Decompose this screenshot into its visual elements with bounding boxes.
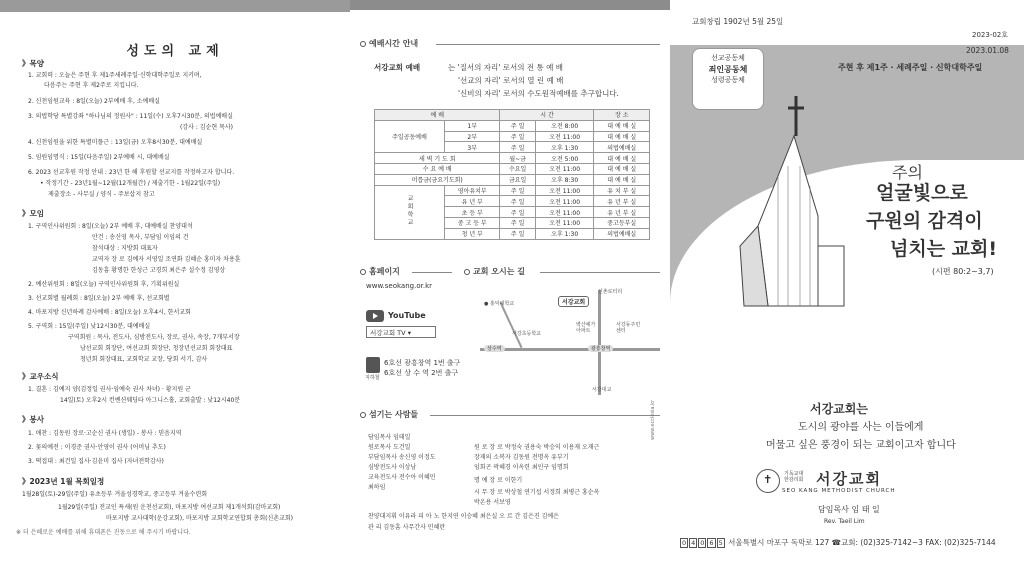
methodist-logo-icon (756, 469, 780, 493)
school-label-cell (375, 185, 445, 239)
cell: 대 예 배 실 (594, 153, 650, 164)
cell: 주 일 (500, 120, 535, 131)
divider (436, 44, 660, 45)
zip-digit: 0 (682, 539, 687, 547)
divider (412, 272, 452, 273)
line: 2. 신천임원교육 : 8일(오늘) 2부예배 후, 소예배실 (28, 98, 160, 105)
subway-label: 지하철 (365, 375, 380, 381)
staff-item: 원로목사 도건일 (368, 444, 411, 451)
phone-notice: ※ 더 은혜로운 예배를 위해 휴대폰은 진동으로 해 주시기 바랍니다. (16, 529, 191, 536)
map-label: 서강초등학교 (512, 331, 541, 337)
cell: 1부 (445, 120, 500, 131)
sunday-title: 주현 후 제1주 · 세례주일 · 신학대학주일 (838, 63, 983, 72)
worship-panel (350, 0, 670, 569)
cell: 주 일 (500, 217, 535, 228)
line: 마포지방 교사대학(운강교회), 마포지방 교회학교연합회 총회(신촌교회) (106, 515, 293, 522)
staff-item: 관 리 김동흠 사무간사 민혜란 (368, 524, 446, 531)
subway-line: 6호선 상 수 역 2번 출구 (384, 369, 459, 377)
cell: 의법예배실 (594, 142, 650, 153)
staff-item: 심방전도사 이상남 (368, 464, 417, 471)
line: 2. 예산위원회 : 8일(오늘) 구역인사위원회 후, 기획위원실 (28, 281, 180, 288)
table-row (375, 185, 650, 196)
zip-digit: 5 (718, 539, 723, 547)
line: 1. 구역인사위원회 : 8일(오늘) 2부 예배 후, 대예배실 찬양대석 (28, 223, 193, 230)
line: (강사 : 김순현 목사) (180, 124, 233, 131)
youtube-channel: 서강교회 TV (370, 329, 406, 337)
chevron-down-icon: ▾ (407, 329, 411, 337)
elder-item: 박온용 서보영 (474, 499, 511, 506)
homepage-heading-text: 홈페이지 (369, 267, 400, 276)
section-pastoral: 》목양 (22, 59, 44, 68)
issue-number: 2023-02호 (972, 31, 1009, 39)
mission-line: 머물고 싶은 풍경이 되는 교회이고자 합니다 (766, 440, 956, 451)
table-row (375, 120, 650, 131)
cell: 오전 11:00 (535, 196, 594, 207)
line: 1. 교회력 : 오늘은 주현 후 제1주세례주일·신학대학주일로 지키며, (28, 72, 202, 79)
vertical-code: www.ecclesia.kr (650, 399, 656, 440)
staff-item: 교육전도사 전수아 이혜민 (368, 474, 436, 481)
cell: 오후 1:30 (535, 228, 594, 239)
elder-item: 장재의 소복자 김동원 전명옥 유부기 (474, 454, 569, 461)
slogan-line: 구원의 감격이 (866, 210, 983, 232)
line: 다음주는 주현 후 제2주로 지킵니다. (44, 82, 139, 89)
mission-line: 도시의 광야를 사는 이들에게 (798, 422, 924, 433)
line: 1. 애찬 : 김동원 장로·고순신 권사 (생일) - 봉사 : 믿음지역 (28, 430, 182, 437)
cell: 유 년 부 (445, 196, 500, 207)
table-row (375, 174, 650, 185)
col-header: 시 간 (500, 110, 594, 121)
map-road (480, 348, 660, 351)
cell: 금요일 (500, 174, 535, 185)
cell: 오전 5:00 (535, 153, 594, 164)
cell: 오후 8:30 (535, 174, 594, 185)
subway-line: 6호선 광흥창역 1번 출구 (384, 359, 461, 367)
directions-heading-text: 교회 오시는 길 (473, 267, 525, 276)
slogan-line: 주의 (892, 163, 923, 182)
map-station: 상수역 (484, 345, 505, 352)
denomination: 기독교대한감리회 (784, 471, 804, 483)
bullet-icon (464, 269, 470, 275)
cell: 주 일 (500, 207, 535, 218)
community-spirit: 성령공동체 (711, 76, 745, 84)
section-meetings: 》모임 (22, 209, 44, 218)
col-header: 예 배 (375, 110, 500, 121)
worship-church-name: 서강교회 예배 (374, 63, 421, 72)
line: 안건 : 송신영 목사, 부담임 이임의 건 (92, 234, 189, 241)
directions-heading (464, 266, 525, 277)
line: 교역자 장 로 김예자 서영일 조연화 김혜순 홍미자 차용훈 (92, 256, 241, 263)
founded-date: 교회창립 1902년 5월 25일 (692, 17, 784, 26)
bullet-icon (360, 41, 366, 47)
map-label: 신촌로터리 (598, 289, 623, 295)
zip-digit: 4 (691, 539, 696, 547)
worship-line: '신비의 자리' 로서의 수도원적예배를 추구합니다. (458, 89, 619, 98)
line: 2. 꽃의예전 : 이경준 권사·안영이 권사 (어머님 추도) (28, 444, 166, 451)
cell: 오전 11:00 (535, 217, 594, 228)
section-news: 》교우소식 (22, 372, 59, 381)
youtube-channel-select[interactable] (366, 326, 436, 338)
worship-heading-text: 예배시간 안내 (369, 39, 419, 48)
map-road (500, 302, 523, 348)
youtube-icon (366, 310, 384, 322)
cell: 수요일 (500, 163, 535, 174)
staff-heading-text: 섬기는 사람들 (369, 410, 419, 419)
fellowship-title: 성도의 교제 (126, 44, 224, 59)
line: 구역회원 : 목사, 전도사, 심방전도사, 장로, 권사, 속장, 7개부서장 (68, 334, 240, 341)
section-schedule: 》2023년 1월 목회일정 (22, 477, 105, 486)
map-label: 서강대교 (592, 387, 612, 393)
line: 남선교회 회장단, 여선교회 회장단, 청장년선교회 회장대표 (80, 345, 233, 352)
line: 청년회 회장대표, 교회학교 교장, 당회 서기, 감사 (80, 356, 208, 363)
map-label: ● 홍익대학교 (484, 301, 515, 307)
line: 제출장소 - 사무실 / 양식 - 주보삽지 참고 (48, 191, 155, 198)
cell: 주 일 (500, 131, 535, 142)
staff-item: 부담임목사 송신영 이정도 (368, 454, 436, 461)
line: 김동흠 황명한 한성근 고경희 최은주 설수정 김영상 (92, 267, 226, 274)
cell: 월~금 (500, 153, 535, 164)
church-name-en: SEO KANG METHODIST CHURCH (782, 488, 896, 494)
line: 4. 신천임원을 위한 특별미플근 : 13일(금) 오후8시30분, 대예배실 (28, 139, 203, 146)
map-road (598, 290, 601, 395)
table-row (375, 153, 650, 164)
pastor-name: 담임목사 임 태 일 (818, 505, 880, 514)
staff-item: 담임목사 임태일 (368, 434, 411, 441)
subway-icon (366, 357, 380, 373)
line: 1. 결혼 : 김예지 양(김정일 권사·임예숙 권사 차녀) · 황지원 군 (28, 386, 191, 393)
cell: 유 년 부 실 (594, 196, 650, 207)
cell: 대 예 배 실 (594, 163, 650, 174)
map-church-marker: 서강교회 (558, 296, 589, 307)
elder-item: 임회곤 곽혜경 이옥련 최인구 임명희 (474, 464, 569, 471)
community-mission: 선교공동체 (711, 54, 745, 62)
line: 5. 임원임명식 : 15일(다음주일) 2부예배 시, 대예배실 (28, 154, 170, 161)
community-sinner: 죄인공동체 (708, 65, 748, 74)
cell: 대 예 배 실 (594, 174, 650, 185)
cell: 유 년 부 실 (594, 207, 650, 218)
slogan-line: 넘치는 교회! (890, 238, 998, 260)
line: 4. 마포지방 신년하례 감사예배 : 8일(오늘) 오후4시, 한서교회 (28, 309, 191, 316)
bullet-icon (360, 412, 366, 418)
bullet-icon (360, 269, 366, 275)
pastor-name-en: Rev. Taeil Lim (824, 518, 865, 525)
homepage-heading (360, 266, 400, 277)
cell: 오전 11:00 (535, 185, 594, 196)
cell: 수 요 예 배 (375, 163, 500, 174)
worship-line: '선교의 자리' 로서의 열 린 예 배 (458, 76, 564, 85)
cell: 주 일 (500, 185, 535, 196)
directions-map (480, 290, 660, 395)
cover-panel (670, 0, 1024, 569)
cell: 청 년 부 (445, 228, 500, 239)
top-bar (350, 0, 670, 10)
cell: 대 예 배 실 (594, 131, 650, 142)
map-label: 서강동주민센터 (616, 322, 641, 334)
staff-item: 최하임 (368, 484, 386, 491)
mission-title: 서강교회는 (810, 402, 868, 416)
line: 3. 선교회별 월례회 : 8일(오늘) 2부 예배 후, 선교회별 (28, 295, 170, 302)
elder-item: 시 무 장 로 박상철 연기섭 서정희 최병근 홍순옥 (474, 489, 600, 496)
line: 5. 구역회 : 15일(주일) 낮12시30분, 대예배실 (28, 323, 151, 330)
cell: 3부 (445, 142, 500, 153)
cell: 새 벽 기 도 회 (375, 153, 500, 164)
elder-item: 원 로 장 로 박정숙 권용숙 박승익 이용재 오재근 (474, 444, 600, 451)
worship-line: 는 '질서의 자리' 로서의 전 통 예 배 (448, 63, 563, 72)
line: • 작정기간 - 23년1월~12월(12개월간) / 제출기한 - 1월22일(주일) (40, 180, 221, 187)
map-label: 벽산예가아파트 (576, 322, 596, 334)
cell: 오후 1:30 (535, 142, 594, 153)
worship-schedule-table (374, 109, 650, 240)
divider (540, 272, 660, 273)
address-text: 서울특별시 마포구 독막로 127 ☎교회: (02)325-7142~3 FAX: (02)325-7144 (728, 538, 996, 547)
staff-heading (360, 409, 418, 420)
line: 3. 떡접대 : 최건일 집사·김윤미 집사 (자녀전학감사) (28, 458, 164, 465)
cell: 머릅금(금요기도회) (375, 174, 500, 185)
top-bar (0, 0, 350, 12)
cell: 오전 11:00 (535, 163, 594, 174)
church-building-illustration (738, 96, 848, 316)
cell: 영아유치부 (445, 185, 500, 196)
church-address (680, 537, 996, 548)
cell: 주 일 (500, 228, 535, 239)
cell: 중 고 등 부 (445, 217, 500, 228)
church-name-ko: 서강교회 (816, 470, 882, 488)
zip-digit: 6 (709, 539, 714, 547)
table-header (375, 110, 650, 121)
line: 1월29일(주일) 전교인 특새(원 운천선교회), 마포지방 여선교회 제1개석회(감마교회) (58, 504, 281, 511)
elder-item: 명 예 장 로 이한기 (474, 477, 523, 484)
worship-heading (360, 38, 418, 49)
section-service: 》봉사 (22, 415, 44, 424)
zip-digit: 0 (700, 539, 705, 547)
youtube-label: YouTube (388, 311, 426, 320)
service-name: 주일공동예배 (375, 120, 445, 152)
cell: 중고등부실 (594, 217, 650, 228)
homepage-link[interactable]: www.seokang.or.kr (366, 282, 432, 290)
cell: 유 치 부 실 (594, 185, 650, 196)
divider (430, 415, 660, 416)
line: 1월28일(토)-29일(주일) 유초등부 겨울성경학교, 중고등부 겨울수련회 (22, 491, 208, 498)
cell: 주 일 (500, 142, 535, 153)
line: 14일(토) 오후2시 컨벤션웨딩타 아그니스홀, 교회출발 : 낮12시40분 (60, 397, 241, 404)
cell: 2부 (445, 131, 500, 142)
slogan-line: 얼굴빛으로 (876, 182, 968, 204)
col-header: 장 소 (594, 110, 650, 121)
bible-verse: (시편 80:2~3,7) (932, 267, 994, 276)
cell: 의법예배실 (594, 228, 650, 239)
line: 6. 2023 선교후원 작정 안내 : 23년 한 해 후원할 선교지를 작정하고자 합니다. (28, 169, 235, 176)
table-row (375, 163, 650, 174)
map-station: 광흥창역 (588, 345, 613, 352)
cell: 주 일 (500, 196, 535, 207)
cell: 오전 11:00 (535, 207, 594, 218)
bulletin-date: 2023.01.08 (966, 46, 1009, 55)
cell: 오전 11:00 (535, 131, 594, 142)
staff-item: 찬양대지휘 이유라 피 아 노 한지연 이승혜 최은실 오 르 간 김은진 김예은 (368, 513, 559, 520)
fellowship-panel (0, 0, 350, 569)
line: 참석대상 : 지방회 대표자 (92, 245, 158, 252)
cell: 초 등 부 (445, 207, 500, 218)
school-label: 교회학교 (406, 195, 413, 228)
line: 3. 의법학당 특별강좌 "하나님의 정원사" : 11일(수) 오후7시30분, 의법예배실 (28, 113, 233, 120)
cell: 대 예 배 실 (594, 120, 650, 131)
cell: 오전 8:00 (535, 120, 594, 131)
